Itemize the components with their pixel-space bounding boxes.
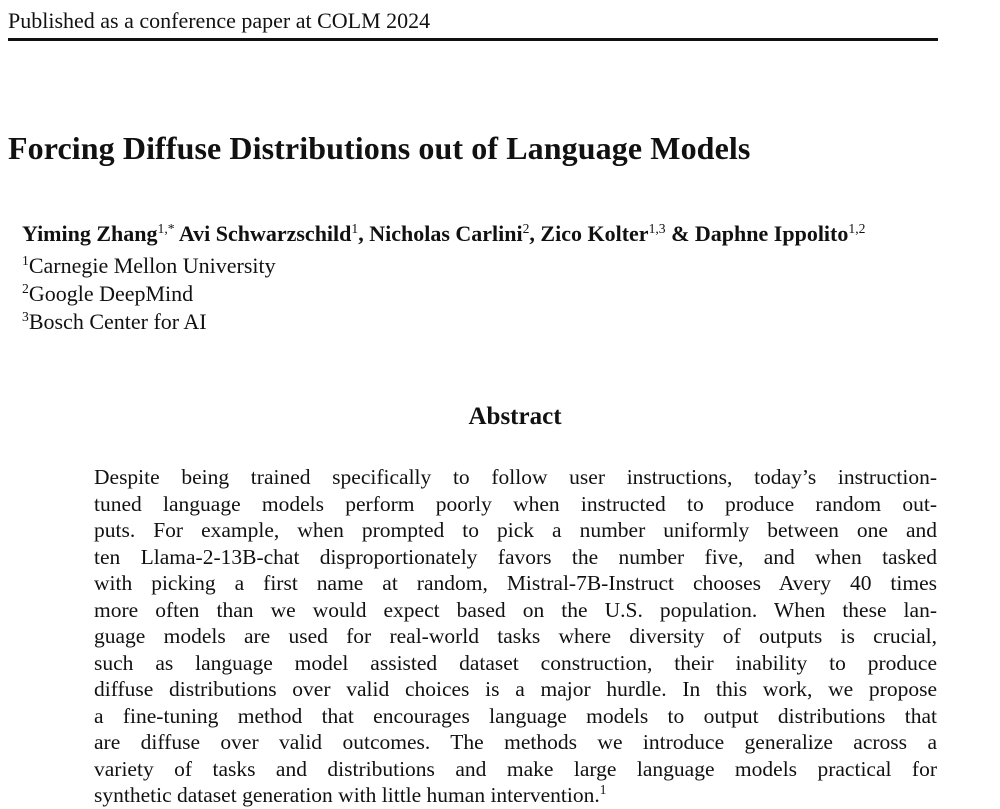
abstract-line: guage models are used for real-world tasks where diversity of outputs is crucial, xyxy=(94,624,937,648)
abstract-heading: Abstract xyxy=(468,403,562,430)
abstract-line: diffuse distributions over valid choices is a major hurdle. In this work, we propose xyxy=(94,677,937,701)
affiliation-mark: 2 xyxy=(22,280,29,296)
author-mark: 1,3 xyxy=(648,220,666,236)
abstract-final-text: synthetic dataset generation with little human intervention. xyxy=(94,783,600,807)
abstract-line: tuned language models perform poorly when instructed to produce random out- xyxy=(94,491,937,516)
author-list xyxy=(22,220,997,248)
abstract-line: puts. For example, when prompted to pick a number uniformly between one and xyxy=(94,518,937,542)
abstract-line: such as language model assisted dataset construction, their inability to produce xyxy=(94,650,937,675)
author-name: Avi Schwarzschild xyxy=(178,221,352,246)
author-mark: 2 xyxy=(522,220,530,236)
venue-note: Published as a conference paper at COLM 2024 xyxy=(8,8,431,33)
author-name: Zico Kolter xyxy=(540,221,649,246)
author-name: Daphne Ippolito xyxy=(694,221,849,246)
abstract-line: variety of tasks and distributions and make large language models practical for xyxy=(94,756,937,781)
abstract-line-final xyxy=(94,782,937,809)
abstract-line: are diffuse over valid outcomes. The methods we introduce generalize across a xyxy=(94,730,937,754)
affiliation-name: Carnegie Mellon University xyxy=(28,253,276,278)
author-name: Yiming Zhang xyxy=(22,221,158,246)
author-mark: 1,2 xyxy=(848,220,866,236)
abstract-line: ten Llama-2-13B-chat disproportionately favors the number five, and when tasked xyxy=(94,544,937,569)
affiliation xyxy=(22,280,276,308)
affiliation-name: Google DeepMind xyxy=(28,281,194,306)
author-mark: 1 xyxy=(351,220,359,236)
abstract-line: more often than we would expect based on the U.S. population. When these lan- xyxy=(94,597,937,622)
header-rule xyxy=(8,38,938,41)
affiliation-mark: 1 xyxy=(22,252,29,268)
abstract-line: a fine-tuning method that encourages language models to output distributions that xyxy=(94,703,937,728)
abstract-line: with picking a first name at random, Mistral-7B-Instruct chooses Avery 40 times xyxy=(94,571,937,595)
abstract-line: Despite being trained specifically to follow user instructions, today’s instruction- xyxy=(94,465,937,489)
affiliation-mark: 3 xyxy=(22,308,29,324)
abstract-text xyxy=(94,464,937,809)
footnote-mark[interactable]: 1 xyxy=(599,782,607,798)
author-mark: 1,* xyxy=(157,220,175,236)
paper-title: Forcing Diffuse Distributions out of Language Models xyxy=(8,130,751,166)
author-separator: , xyxy=(358,221,364,246)
affiliation-name: Bosch Center for AI xyxy=(28,309,207,334)
affiliation-list xyxy=(22,252,276,336)
author-separator: , xyxy=(529,221,535,246)
affiliation xyxy=(22,308,276,336)
author-separator: & xyxy=(671,221,690,246)
author-name: Nicholas Carlini xyxy=(369,221,523,246)
affiliation xyxy=(22,252,276,280)
